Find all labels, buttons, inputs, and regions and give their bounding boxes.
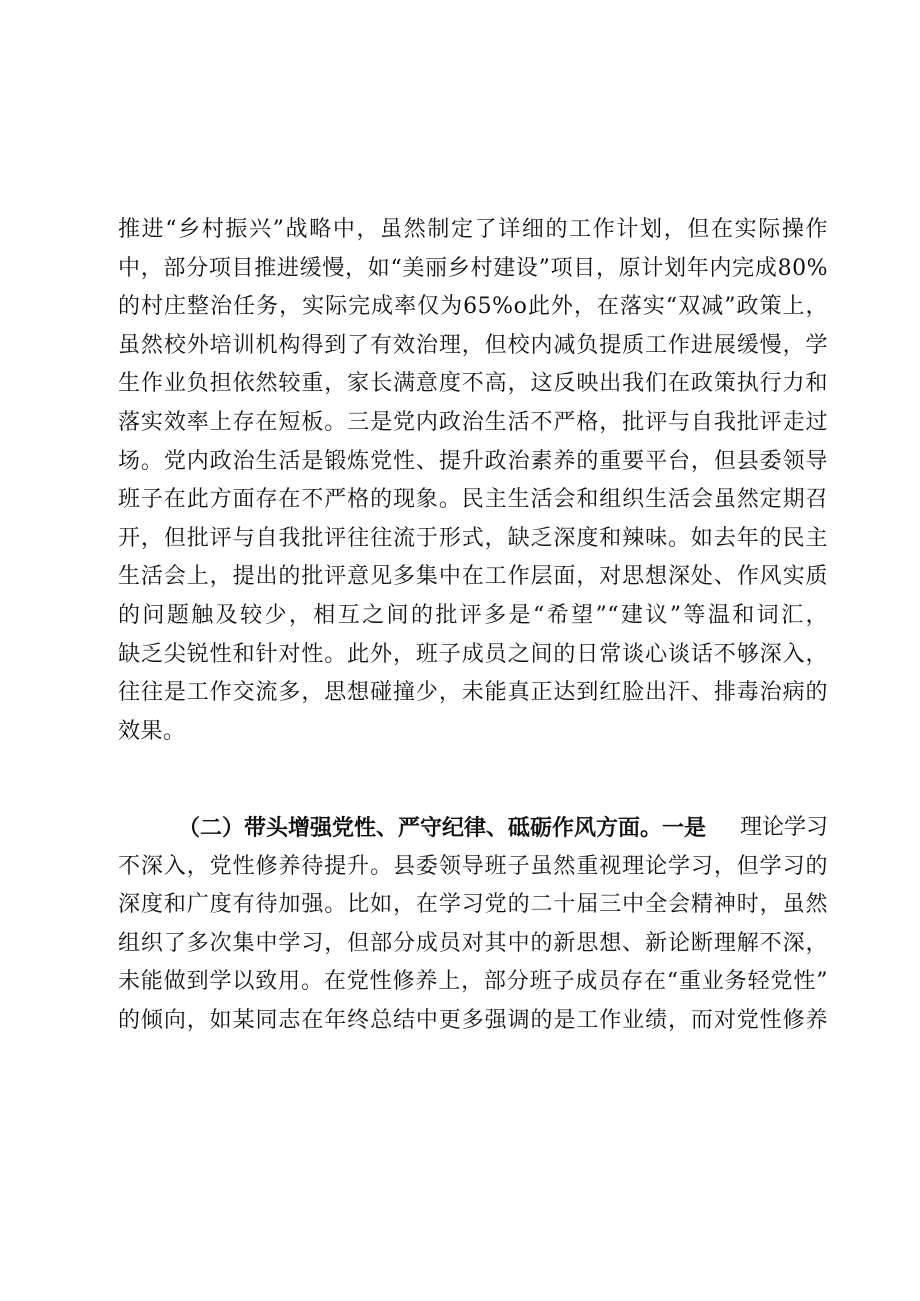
text-line: 的问题触及较少，相互之间的批评多是“希望”“建议”等温和词汇， [118,602,828,628]
paragraph-1 [118,211,828,751]
text-line: 未能做到学以致用。在党性修养上，部分班子成员存在“重业务轻党性” [118,969,828,995]
text-line: 开，但批评与自我批评往往流于形式，缺乏深度和辣味。如去年的民主 [118,525,828,551]
text-line: 往往是工作交流多，思想碰撞少，未能真正达到红脸出汗、排毒治病的 [118,680,828,706]
text-line: 生活会上，提出的批评意见多集中在工作层面，对思想深处、作风实质 [118,564,828,590]
paragraph-2 [118,809,828,1041]
text-line: 生作业负担依然较重，家长满意度不高，这反映出我们在政策执行力和 [118,371,828,397]
text-line: 组织了多次集中学习，但部分成员对其中的新思想、新论断理解不深， [118,930,828,956]
text-line: 班子在此方面存在不严格的现象。民主生活会和组织生活会虽然定期召 [118,487,828,513]
text-line: 场。党内政治生活是锻炼党性、提升政治素养的重要平台，但县委领导 [118,448,828,474]
section-heading: （二）带头增强党性、严守纪律、砥砺作风方面。一是 [178,815,707,841]
text-line: 不深入，党性修养待提升。县委领导班子虽然重视理论学习，但学习的 [118,853,828,879]
text-line: 推进“乡村振兴”战略中，虽然制定了详细的工作计划，但在实际操作 [118,217,828,242]
text-fragment: 理论学习 [739,815,828,840]
text-line: 落实效率上存在短板。三是党内政治生活不严格，批评与自我批评走过 [118,409,828,435]
text-line: 的倾向，如某同志在年终总结中更多强调的是工作业绩，而对党性修养 [118,1007,828,1033]
text-line: 的村庄整治任务，实际完成率仅为65%o此外，在落实“双减”政策上， [118,294,828,320]
text-line: 效果。 [118,718,186,744]
text-line: 中，部分项目推进缓慢，如“美丽乡村建设”项目，原计划年内完成80% [118,255,828,281]
section-heading-line [118,809,828,848]
text-line: 深度和广度有待加强。比如，在学习党的二十届三中全会精神时，虽然 [118,892,828,918]
text-line: 虽然校外培训机构得到了有效治理，但校内减负提质工作进展缓慢，学 [118,332,828,358]
text-line: 缺乏尖锐性和针对性。此外，班子成员之间的日常谈心谈话不够深入， [118,641,828,667]
